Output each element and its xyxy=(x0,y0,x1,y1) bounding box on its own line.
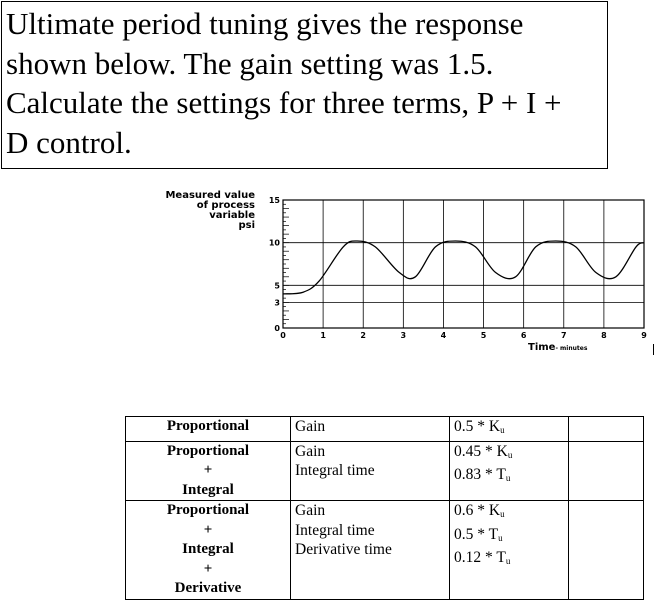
x-tick-label: 3 xyxy=(400,331,407,340)
table-row xyxy=(126,501,644,600)
control-mode-line: Proportional xyxy=(166,418,250,434)
ylabel-line: of process xyxy=(196,200,255,211)
x-tick-label: 4 xyxy=(440,331,447,340)
control-mode-line: + xyxy=(203,560,213,577)
question-line: shown below. The gain setting was 1.5. xyxy=(6,45,494,81)
settings-table xyxy=(125,416,644,600)
parameter-name: Gain xyxy=(295,502,326,519)
x-tick-label: 2 xyxy=(360,331,367,340)
chart-xlabel xyxy=(528,342,587,353)
formula-text: 0.45 * K xyxy=(454,442,508,460)
x-tick-label: 8 xyxy=(601,331,607,340)
table-row xyxy=(126,441,644,501)
formula xyxy=(454,525,564,549)
control-mode-line: Integral xyxy=(182,481,234,498)
formula-cell xyxy=(450,417,569,442)
x-tick-label: 1 xyxy=(320,331,326,340)
question-line: D control. xyxy=(6,124,132,160)
y-tick-label: 3 xyxy=(274,298,280,308)
formula-cell xyxy=(450,501,569,600)
parameter-cell xyxy=(291,417,450,442)
y-tick-label: 10 xyxy=(268,238,280,248)
x-tick-label: 0 xyxy=(280,331,286,340)
control-mode-line: Derivative xyxy=(174,580,242,596)
y-tick-label: 0 xyxy=(274,324,280,333)
parameter-name: Derivative time xyxy=(295,541,392,558)
parameter-name: Integral time xyxy=(295,462,375,479)
answer-cell xyxy=(569,417,644,442)
formula-subscript: u xyxy=(498,532,503,543)
formula-text: 0.83 * T xyxy=(454,466,506,483)
formula xyxy=(454,465,564,489)
xlabel-text: Time xyxy=(528,342,556,353)
ylabel-line: Measured value xyxy=(165,190,255,201)
y-tick-label: 5 xyxy=(274,281,280,291)
chart-svg xyxy=(120,186,657,366)
x-tick-label: 7 xyxy=(560,331,567,340)
text-cursor-mark xyxy=(653,344,654,355)
formula-subscript: u xyxy=(507,449,513,460)
control-mode-line: Integral xyxy=(182,541,234,557)
formula xyxy=(454,548,564,572)
control-mode-line: + xyxy=(203,462,213,478)
parameter-name: Gain xyxy=(295,442,326,460)
formula-text: 0.12 * T xyxy=(454,549,506,566)
plot-frame xyxy=(283,200,644,328)
answer-cell xyxy=(569,441,644,501)
parameter-name: Gain xyxy=(295,418,326,435)
parameter-cell xyxy=(291,441,450,501)
response-chart xyxy=(120,186,657,366)
formula-subscript: u xyxy=(500,509,505,519)
x-tick-label: 6 xyxy=(520,331,527,340)
x-tick-label: 5 xyxy=(480,331,487,340)
control-mode-cell xyxy=(126,441,291,501)
formula-text: 0.5 * T xyxy=(454,525,499,543)
question-line: Calculate the settings for three terms, P + I + xyxy=(6,85,562,120)
question-box xyxy=(1,1,608,169)
formula-subscript: u xyxy=(500,425,505,435)
formula-subscript: u xyxy=(505,473,511,483)
formula-text: 0.5 * K xyxy=(454,418,501,435)
formula-cell xyxy=(450,441,569,501)
control-mode-cell xyxy=(126,501,291,600)
question-line: Ultimate period tuning gives the response xyxy=(6,6,524,41)
parameter-name: Integral time xyxy=(295,521,375,539)
y-tick-label: 15 xyxy=(268,196,280,205)
table-row xyxy=(126,417,644,442)
formula xyxy=(454,417,564,441)
formula-subscript: u xyxy=(505,556,511,566)
formula-text: 0.6 * K xyxy=(454,502,501,519)
xlabel-unit: - minutes xyxy=(555,345,588,352)
formula xyxy=(454,501,564,525)
control-mode-line: + xyxy=(203,521,213,538)
response-curve xyxy=(283,241,644,294)
control-mode-line: Proportional xyxy=(166,442,250,459)
answer-cell xyxy=(569,501,644,600)
parameter-cell xyxy=(291,501,450,600)
x-tick-label: 9 xyxy=(641,331,647,340)
control-mode-line: Proportional xyxy=(166,502,250,518)
ylabel-line: variable xyxy=(209,210,255,221)
formula xyxy=(454,442,564,466)
control-mode-cell xyxy=(126,417,291,442)
ylabel-line: psi xyxy=(238,220,255,231)
